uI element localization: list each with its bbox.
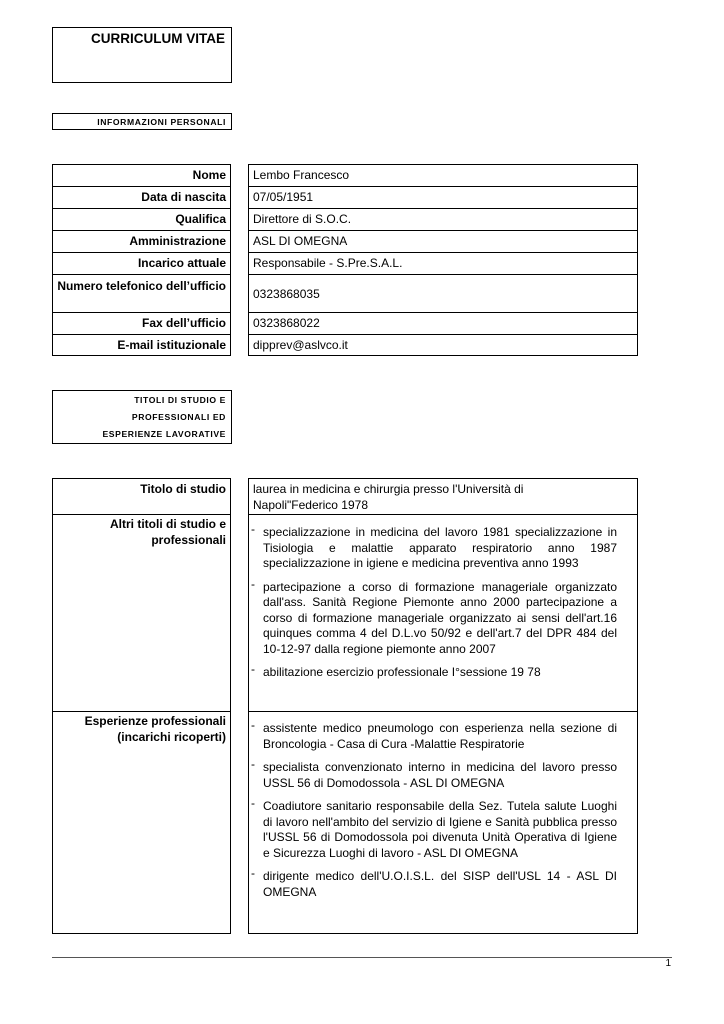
value-incarico: Responsabile - S.Pre.S.A.L. bbox=[248, 252, 638, 274]
list-item: - dirigente medico dell'U.O.I.S.L. del SISP dell'USL 14 - ASL DI OMEGNA bbox=[251, 866, 617, 899]
label-titolo-studio: Titolo di studio bbox=[52, 478, 231, 514]
page-number: 1 bbox=[665, 958, 671, 969]
value-email: dipprev@aslvco.it bbox=[248, 334, 638, 356]
value-altri-titoli bbox=[248, 514, 638, 711]
list-item: - partecipazione a corso di formazione manageriale organizzato dall'ass. Sanità Regione Piemonte anno 2000 partecipazione a corso di formazione manageriale organizzato ai sensi dell'art.16 quinques comma 4 del D.L.vo 50/92 e dell'art.7 del DPR 484 del 10-12-97 dalla regione piemonte anno 2007 bbox=[251, 576, 617, 656]
section-header-personal bbox=[52, 113, 232, 130]
label-email: E-mail istituzionale bbox=[52, 334, 231, 356]
list-item: - assistente medico pneumologo con esperienza nella sezione di Broncologia - Casa di Cura -Malattie Respiratorie bbox=[251, 718, 617, 751]
label-nome: Nome bbox=[52, 164, 231, 186]
list-item: - specialista convenzionato interno in medicina del lavoro presso USSL 56 di Domodossola - ASL DI OMEGNA bbox=[251, 757, 617, 790]
label-fax: Fax dell’ufficio bbox=[52, 312, 231, 334]
value-amministrazione: ASL DI OMEGNA bbox=[248, 230, 638, 252]
label-altri-titoli: Altri titoli di studio e professionali bbox=[52, 514, 231, 711]
section-studies-line2: PROFESSIONALI ED bbox=[131, 412, 226, 422]
value-qualifica: Direttore di S.O.C. bbox=[248, 208, 638, 230]
label-qualifica: Qualifica bbox=[52, 208, 231, 230]
document-title: CURRICULUM VITAE bbox=[91, 31, 225, 46]
value-esperienze bbox=[248, 711, 638, 934]
list-item: - Coadiutore sanitario responsabile della Sez. Tutela salute Luoghi di lavoro nell'ambito del servizio di Igiene e Sanità pubblica presso l'USSL 56 di Domodossola poi divenuta Unità Operativa di Igiene e Sicurezza Luoghi di lavoro - ASL DI OMEGNA bbox=[251, 796, 617, 860]
list-item: - abilitazione esercizio professionale I°sessione 19 78 bbox=[251, 662, 541, 679]
value-titolo-studio: laurea in medicina e chirurgia presso l'Università di Napoli"Federico 1978 bbox=[248, 478, 638, 514]
list-item: - specializzazione in medicina del lavoro 1981 specializzazione in Tisiologia e malattie apparato respiratorio anno 1987 specializzazione in igiene e medicina preventiva anno 1993 bbox=[251, 522, 617, 570]
label-incarico: Incarico attuale bbox=[52, 252, 231, 274]
label-telefono: Numero telefonico dell’ufficio bbox=[52, 274, 231, 312]
label-amministrazione: Amministrazione bbox=[52, 230, 231, 252]
section-personal-label: INFORMAZIONI PERSONALI bbox=[97, 117, 226, 127]
value-nome: Lembo Francesco bbox=[248, 164, 638, 186]
value-data-nascita: 07/05/1951 bbox=[248, 186, 638, 208]
label-data-nascita: Data di nascita bbox=[52, 186, 231, 208]
value-telefono: 0323868035 bbox=[248, 274, 638, 312]
section-header-studies bbox=[52, 390, 232, 444]
section-studies-line1: TITOLI DI STUDIO E bbox=[134, 395, 226, 405]
section-studies-line3: ESPERIENZE LAVORATIVE bbox=[102, 429, 226, 439]
title-box bbox=[52, 27, 232, 83]
value-fax: 0323868022 bbox=[248, 312, 638, 334]
label-esperienze: Esperienze professionali (incarichi ricoperti) bbox=[52, 711, 231, 934]
footer-divider bbox=[52, 957, 672, 958]
